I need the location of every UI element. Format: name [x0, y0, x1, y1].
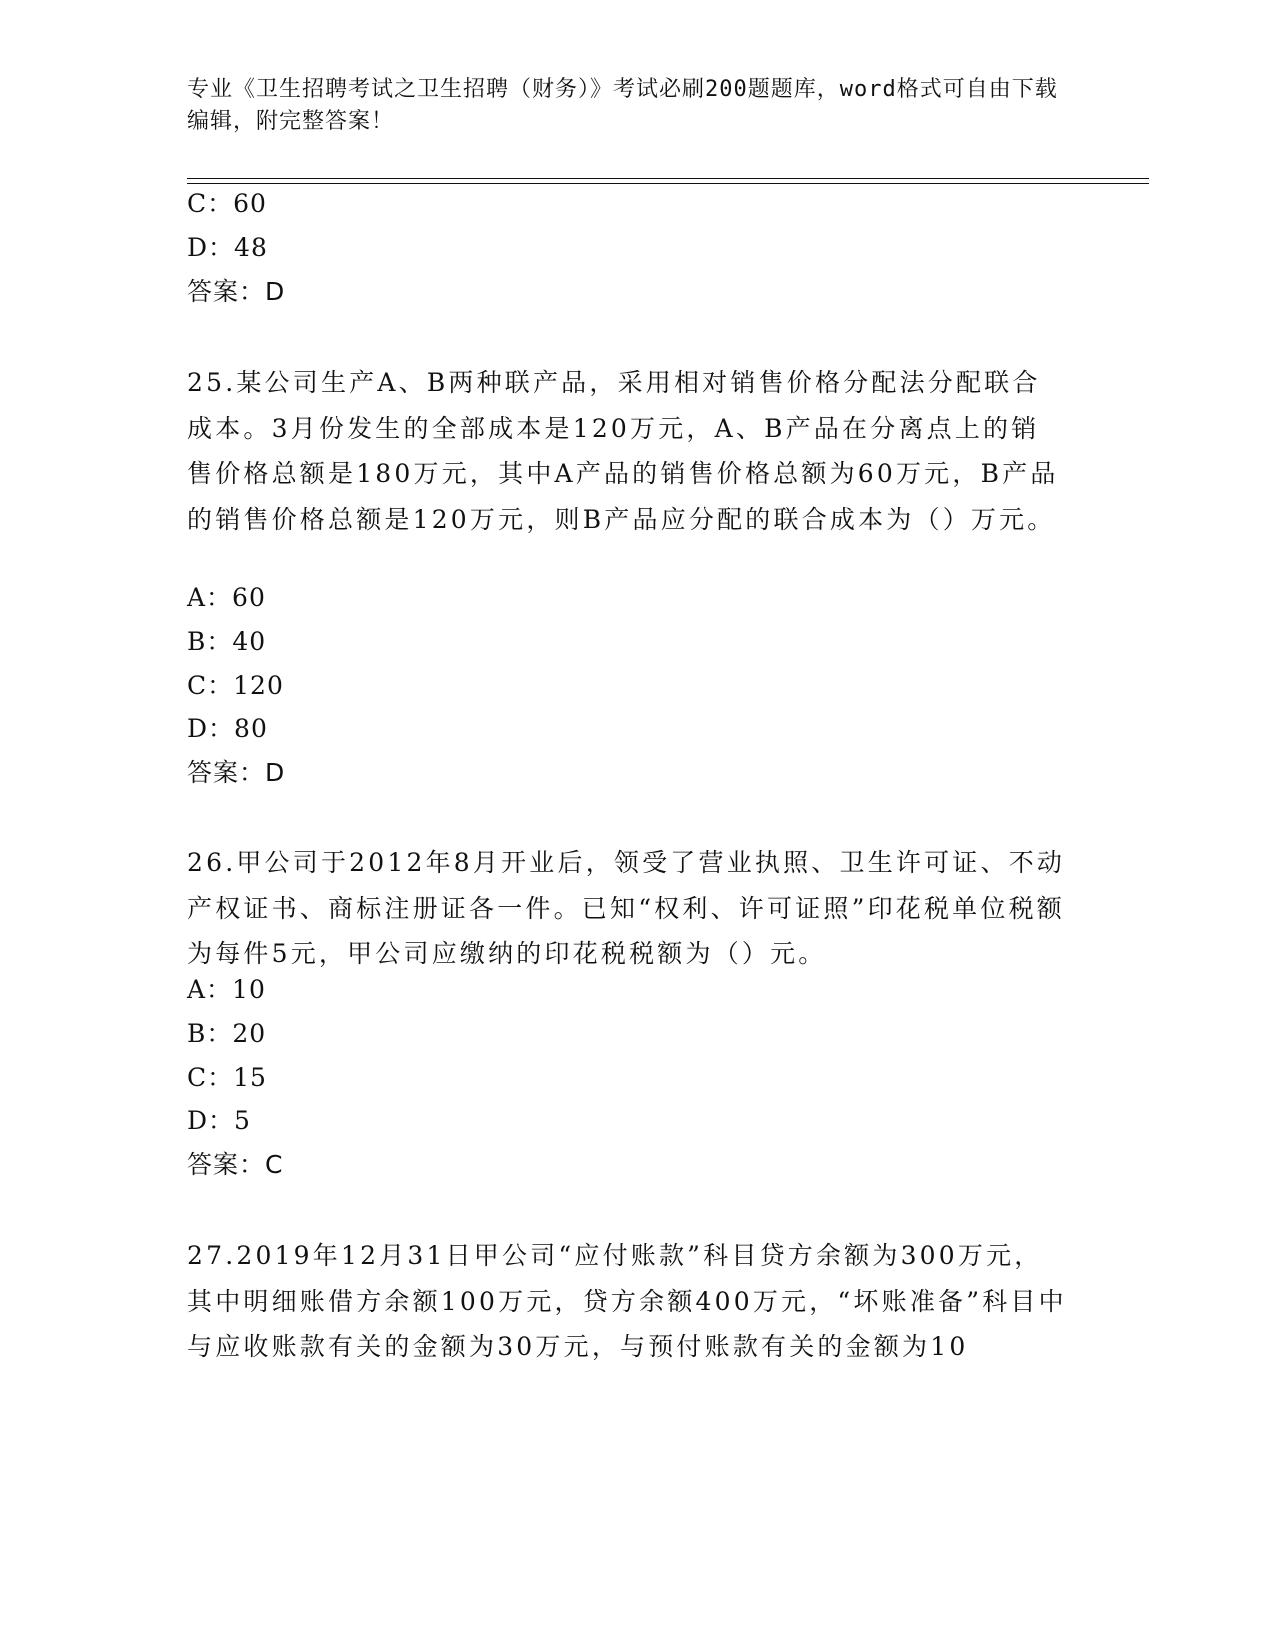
q26-option-d: D：5	[187, 1106, 251, 1135]
q27-stem: 27.2019年12月31日甲公司“应付账款”科目贷方余额为300万元，其中明细账借方余额100万元，贷方余额400万元，“坏账准备”科目中与应收账款有关的金额为30万元，与预付账款有关的金额为10	[187, 1241, 1067, 1361]
header-rule-bottom	[187, 183, 1149, 184]
q26-stem: 26.甲公司于2012年8月开业后，领受了营业执照、卫生许可证、不动产权证书、商标注册证各一件。已知“权利、许可证照”印花税单位税额为每件5元，甲公司应缴纳的印花税税额为（）元。	[187, 848, 1066, 968]
q26-option-a: A：10	[187, 975, 266, 1004]
q25-option-c: C：120	[187, 671, 284, 700]
q26-option-c: C：15	[187, 1063, 267, 1092]
q25-stem: 25.某公司生产A、B两种联产品，采用相对销售价格分配法分配联合成本。3月份发生的全部成本是120万元，A、B产品在分离点上的销售价格总额是180万元，其中A产品的销售价格总额为60万元，B产品的销售价格总额是120万元，则B产品应分配的联合成本为（）万元。	[187, 368, 1059, 534]
prev-option-d: D：48	[187, 233, 268, 262]
q25-option-d: D：80	[187, 714, 268, 743]
q26-option-b: B：20	[187, 1019, 267, 1048]
q26-answer: 答案：C	[187, 1150, 284, 1179]
prev-answer: 答案：D	[187, 277, 286, 306]
document-header: 专业《卫生招聘考试之卫生招聘（财务）》考试必刷200题题库，word格式可自由下载编辑，附完整答案！	[187, 77, 1058, 134]
header-rule-top	[187, 178, 1149, 179]
q25-answer: 答案：D	[187, 758, 286, 787]
q25-option-b: B：40	[187, 627, 267, 656]
q25-option-a: A：60	[187, 583, 266, 612]
prev-option-c: C：60	[187, 189, 267, 218]
